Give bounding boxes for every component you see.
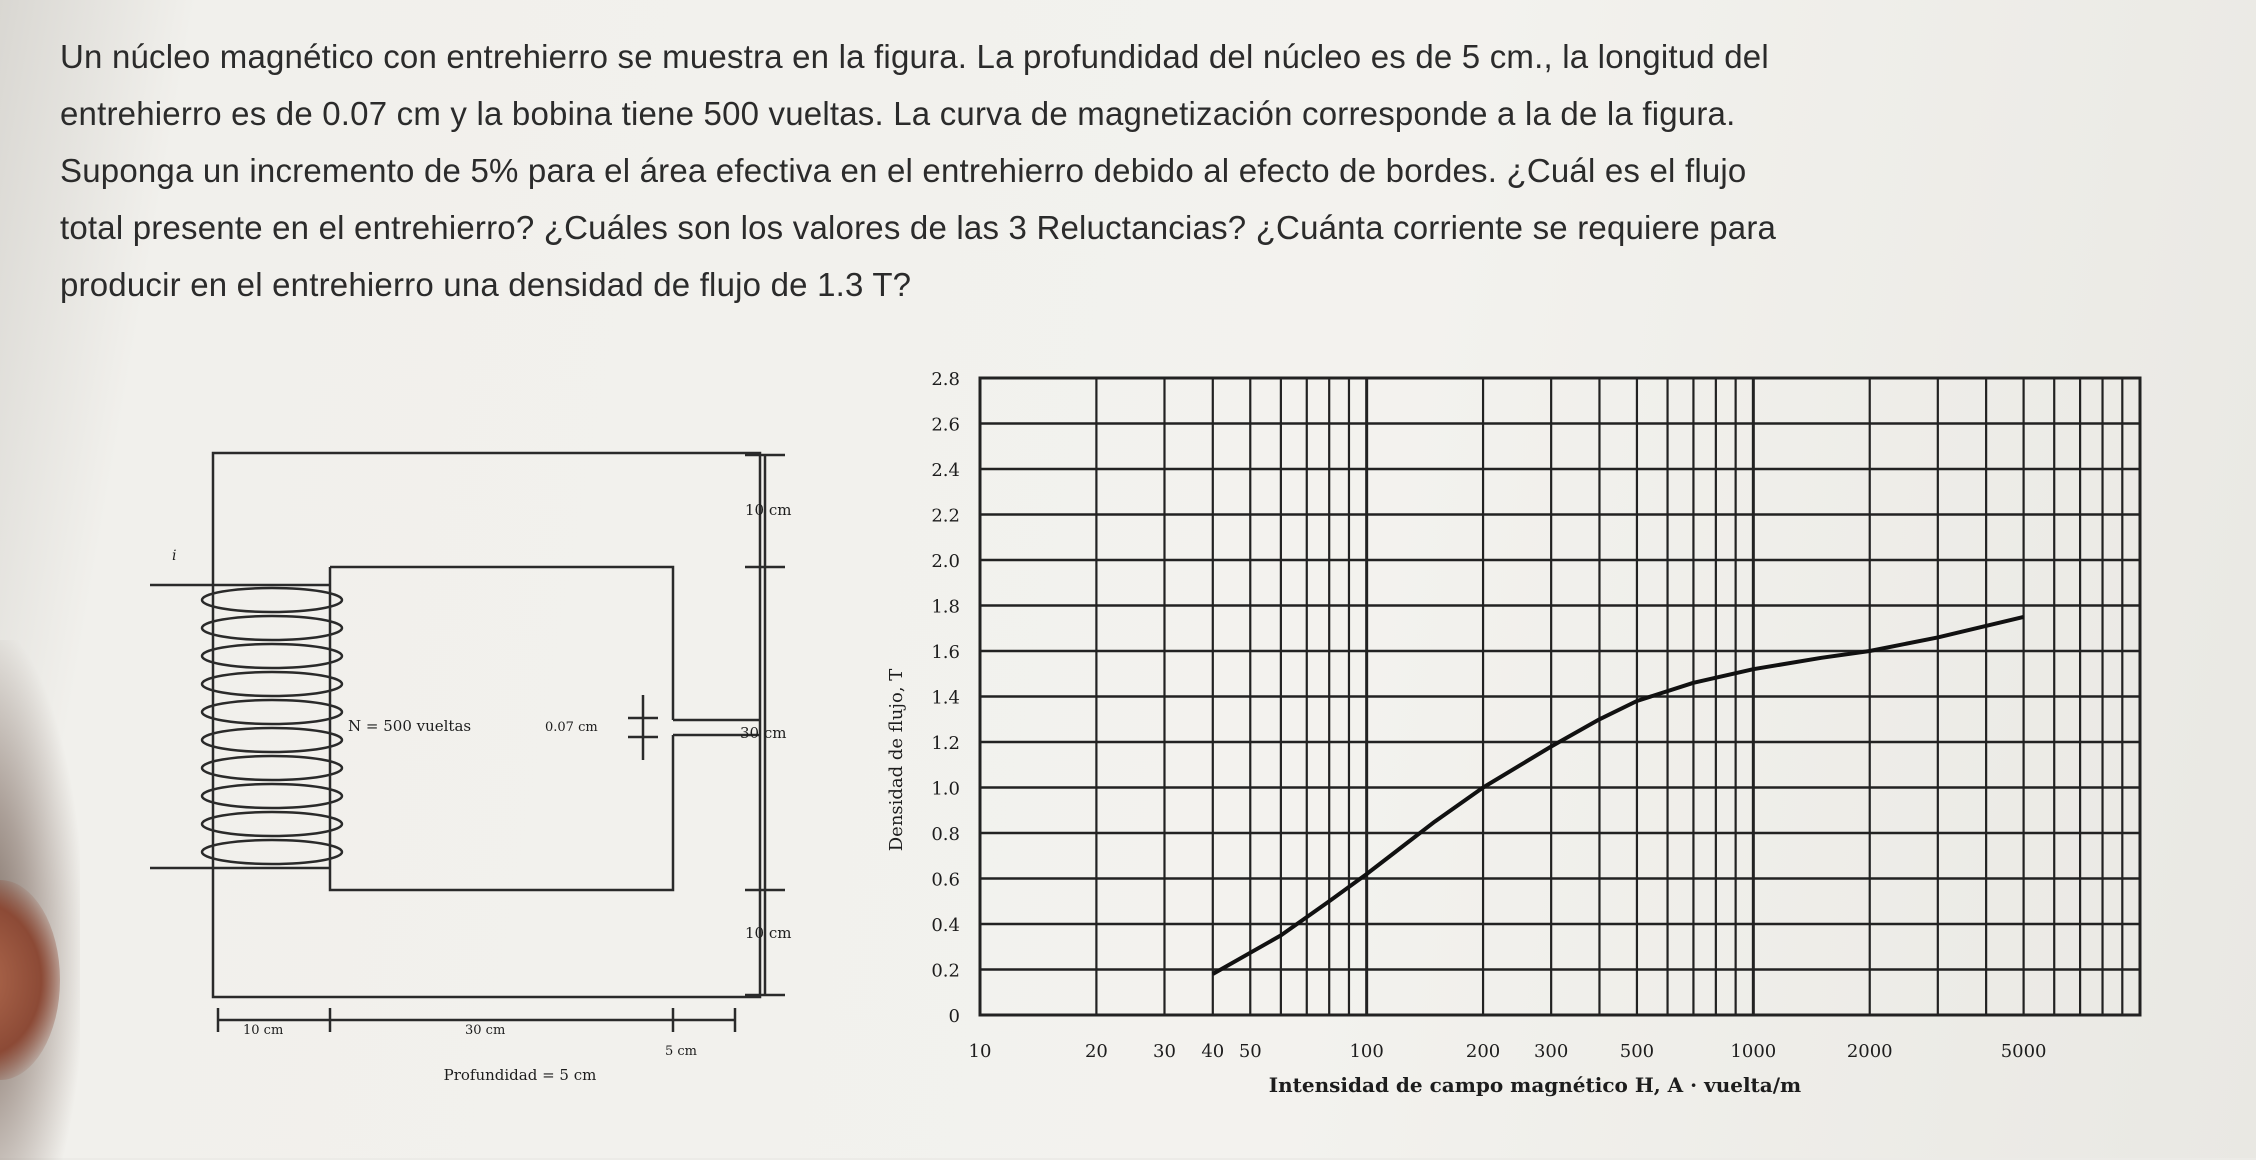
- x-tick-label: 30: [1153, 1041, 1176, 1062]
- bh-curve-point: [1753, 669, 1754, 670]
- bh-curve-line: [1213, 617, 2024, 974]
- x-tick-label: 100: [1349, 1041, 1384, 1062]
- problem-line-5: producir en el entrehierro una densidad de flujo de 1.3 T?: [60, 266, 912, 303]
- core-inner-upper-edge: [330, 567, 673, 720]
- x-tick-label: 10: [968, 1041, 992, 1062]
- y-tick-labels: [931, 369, 960, 1027]
- bh-curve-point: [1212, 974, 1213, 975]
- bh-curve-point: [1434, 821, 1435, 822]
- y-axis-label: Densidad de flujo, T: [886, 668, 907, 852]
- bh-curve-point: [1937, 637, 1938, 638]
- y-tick-label: 2.6: [931, 414, 960, 436]
- x-tick-label: 50: [1238, 1041, 1262, 1062]
- chart-curve-layer: [1212, 616, 2024, 974]
- label-30cm-vertical: 30 cm: [740, 724, 787, 742]
- y-tick-label: 1.2: [931, 733, 960, 754]
- bh-curve-point: [1366, 873, 1367, 874]
- y-tick-label: 2.2: [931, 505, 960, 527]
- y-tick-label: 0.6: [931, 869, 960, 891]
- label-turns: N = 500 vueltas: [348, 717, 472, 735]
- x-tick-label: 1000: [1730, 1041, 1777, 1062]
- x-tick-label: 200: [1465, 1041, 1501, 1062]
- problem-line-4: total presente en el entrehierro? ¿Cuáles son los valores de las 3 Reluctancias? ¿Cuánta corriente se requiere para: [60, 209, 1777, 246]
- y-tick-label: 1.4: [931, 687, 960, 709]
- bh-curve-point: [2023, 616, 2024, 617]
- x-tick-label: 5000: [2000, 1041, 2047, 1062]
- problem-line-2: entrehierro es de 0.07 cm y la bobina tiene 500 vueltas. La curva de magnetización corresponde a la de la figura.: [60, 95, 1736, 132]
- problem-statement: [60, 28, 2200, 313]
- bh-curve-point: [1483, 787, 1484, 788]
- x-tick-label: 40: [1201, 1041, 1225, 1062]
- bh-curve-point: [1551, 746, 1552, 747]
- x-tick-label: 2000: [1846, 1041, 1893, 1062]
- x-axis-label: Intensidad de campo magnético H, A · vuelta/m: [1268, 1073, 1802, 1097]
- x-tick-label: 300: [1533, 1041, 1569, 1062]
- label-depth: Profundidad = 5 cm: [443, 1066, 597, 1084]
- core-inner-lower-edge: [330, 567, 673, 890]
- y-tick-label: 0.4: [931, 915, 960, 936]
- bh-curve-point: [1329, 901, 1330, 902]
- label-top-10cm: 10 cm: [745, 501, 792, 519]
- y-tick-label: 0.2: [931, 960, 960, 982]
- bh-curve-point: [1280, 935, 1281, 936]
- y-tick-label: 1.8: [931, 596, 960, 618]
- y-tick-label: 2.4: [931, 460, 960, 481]
- chart-grid: [980, 378, 2140, 1015]
- problem-line-3: Suponga un incremento de 5% para el área efectiva en el entrehierro debido al efecto de bordes. ¿Cuál es el flujo: [60, 152, 1747, 189]
- y-tick-label: 2.8: [931, 369, 960, 390]
- y-tick-label: 2.0: [931, 551, 960, 572]
- bh-curve-point: [1599, 719, 1600, 720]
- bh-curve-point: [1821, 657, 1822, 658]
- bh-curve-point: [1869, 651, 1870, 652]
- bh-curve-point: [1636, 701, 1637, 702]
- bh-curve-point: [1693, 682, 1694, 683]
- core-outer-edge: [213, 453, 760, 997]
- label-30cm-width: 30 cm: [465, 1023, 506, 1038]
- y-tick-label: 0: [948, 1006, 960, 1027]
- label-bottom-10cm: 10 cm: [745, 924, 792, 942]
- x-tick-label: 500: [1619, 1041, 1655, 1062]
- y-tick-label: 1.6: [931, 642, 960, 663]
- coil-turns: [202, 588, 342, 864]
- problem-line-1: Un núcleo magnético con entrehierro se muestra en la figura. La profundidad del núcleo es de 5 cm., la longitud del: [60, 38, 1769, 75]
- label-current: i: [172, 548, 177, 564]
- y-tick-label: 0.8: [931, 824, 960, 845]
- label-5cm: 5 cm: [665, 1044, 698, 1059]
- label-bottom-10cm-width: 10 cm: [243, 1023, 284, 1038]
- x-tick-label: 20: [1084, 1041, 1108, 1062]
- label-gap: 0.07 cm: [545, 720, 598, 735]
- y-tick-label: 1.0: [931, 778, 960, 800]
- x-tick-labels: [969, 1041, 2047, 1062]
- chart-frame: [980, 378, 2140, 1015]
